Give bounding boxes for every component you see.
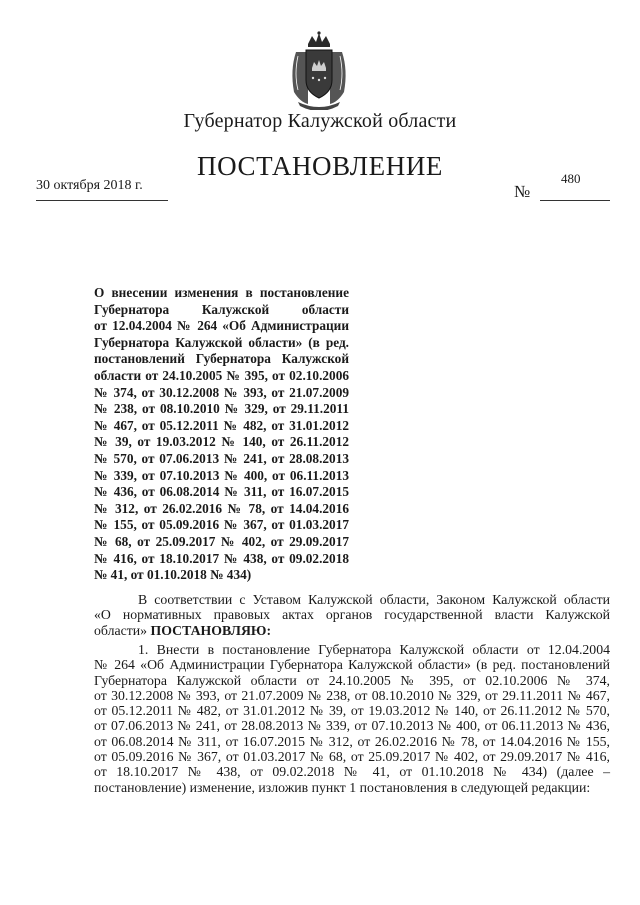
preamble-paragraph xyxy=(94,592,610,638)
document-date: 30 октября 2018 г. xyxy=(36,178,143,193)
subject-line: № 68, от 25.09.2017 № 402, от 29.09.2017 xyxy=(94,533,349,549)
subject-line: постановлений Губернатора Калужской xyxy=(94,351,349,367)
item-line: 1. Внести в постановление Губернатора Калужской области от 12.04.2004 xyxy=(138,642,610,657)
subject-line: области от 24.10.2005 № 395, от 02.10.2006 xyxy=(94,367,349,383)
item-line: Губернатора Калужской области от 24.10.2005 № 395, от 02.10.2006 № 374, xyxy=(94,672,610,688)
item-line: от 05.12.2011 № 482, от 31.01.2012 № 39, от 19.03.2012 № 140, от 26.11.2012 № 570, xyxy=(94,703,610,719)
subject-line: № 39, от 19.03.2012 № 140, от 26.11.2012 xyxy=(94,434,349,450)
subject-line: Губернатора Калужской области xyxy=(94,301,349,317)
document-number: 480 xyxy=(561,171,581,186)
subject-line: № 312, от 26.02.2016 № 78, от 14.04.2016 xyxy=(94,500,349,516)
preamble-line xyxy=(94,623,610,638)
issuer-title: Губернатор Калужской области xyxy=(183,110,457,132)
subject-line: № 570, от 07.06.2013 № 241, от 28.08.2013 xyxy=(94,450,349,466)
item-line: № 264 «Об Администрации Губернатора Калужской области» (в ред. постановлений xyxy=(94,657,610,673)
subject-line: № 339, от 07.10.2013 № 400, от 06.11.2013 xyxy=(94,467,349,483)
subject-line: № 416, от 18.10.2017 № 438, от 09.02.2018 xyxy=(94,550,349,566)
subject-line: № 238, от 08.10.2010 № 329, от 29.11.2011 xyxy=(94,401,349,417)
item-line: постановление) изменение, изложив пункт 1 постановления в следующей редакции: xyxy=(94,779,591,795)
date-underline xyxy=(36,200,168,201)
item-line: от 18.10.2017 № 438, от 09.02.2018 № 41, от 01.10.2018 № 434) (далее – xyxy=(94,764,610,780)
preamble-line: «О нормативных правовых актах органов государственной власти Калужской xyxy=(94,607,610,623)
item-line: от 05.09.2016 № 367, от 01.03.2017 № 68, от 25.09.2017 № 402, от 29.09.2017 № 416, xyxy=(94,749,610,765)
resolve-keyword: ПОСТАНОВЛЯЮ: xyxy=(150,622,272,638)
item-line: от 30.12.2008 № 393, от 21.07.2009 № 238, от 08.10.2010 № 329, от 29.11.2011 № 467, xyxy=(94,687,610,703)
subject-line: № 155, от 05.09.2016 № 367, от 01.03.2017 xyxy=(94,517,349,533)
document-subject xyxy=(94,285,349,584)
coat-of-arms-emblem xyxy=(286,30,352,110)
item-line: от 06.08.2014 № 311, от 16.07.2015 № 312, от 26.02.2016 № 78, от 14.04.2016 № 155, xyxy=(94,733,610,749)
document-type-heading: ПОСТАНОВЛЕНИЕ xyxy=(196,151,444,181)
item-1-paragraph xyxy=(94,642,610,795)
subject-line: Губернатора Калужской области» (в ред. xyxy=(94,334,349,350)
subject-line: О внесении изменения в постановление xyxy=(94,285,349,300)
subject-line: № 436, от 06.08.2014 № 311, от 16.07.2015 xyxy=(94,484,349,500)
number-sign: № xyxy=(514,182,531,201)
number-underline xyxy=(540,200,610,201)
subject-line: от 12.04.2004 № 264 «Об Администрации xyxy=(94,318,349,334)
subject-line: № 467, от 05.12.2011 № 482, от 31.01.2012 xyxy=(94,417,349,433)
subject-line: № 374, от 30.12.2008 № 393, от 21.07.2009 xyxy=(94,384,349,400)
preamble-text: области» xyxy=(94,622,151,638)
item-line: от 07.06.2013 № 241, от 28.08.2013 № 339, от 07.10.2013 № 400, от 06.11.2013 № 436, xyxy=(94,718,610,734)
subject-line: № 41, от 01.10.2018 № 434) xyxy=(94,567,252,583)
preamble-line: В соответствии с Уставом Калужской области, Законом Калужской области xyxy=(138,592,610,607)
